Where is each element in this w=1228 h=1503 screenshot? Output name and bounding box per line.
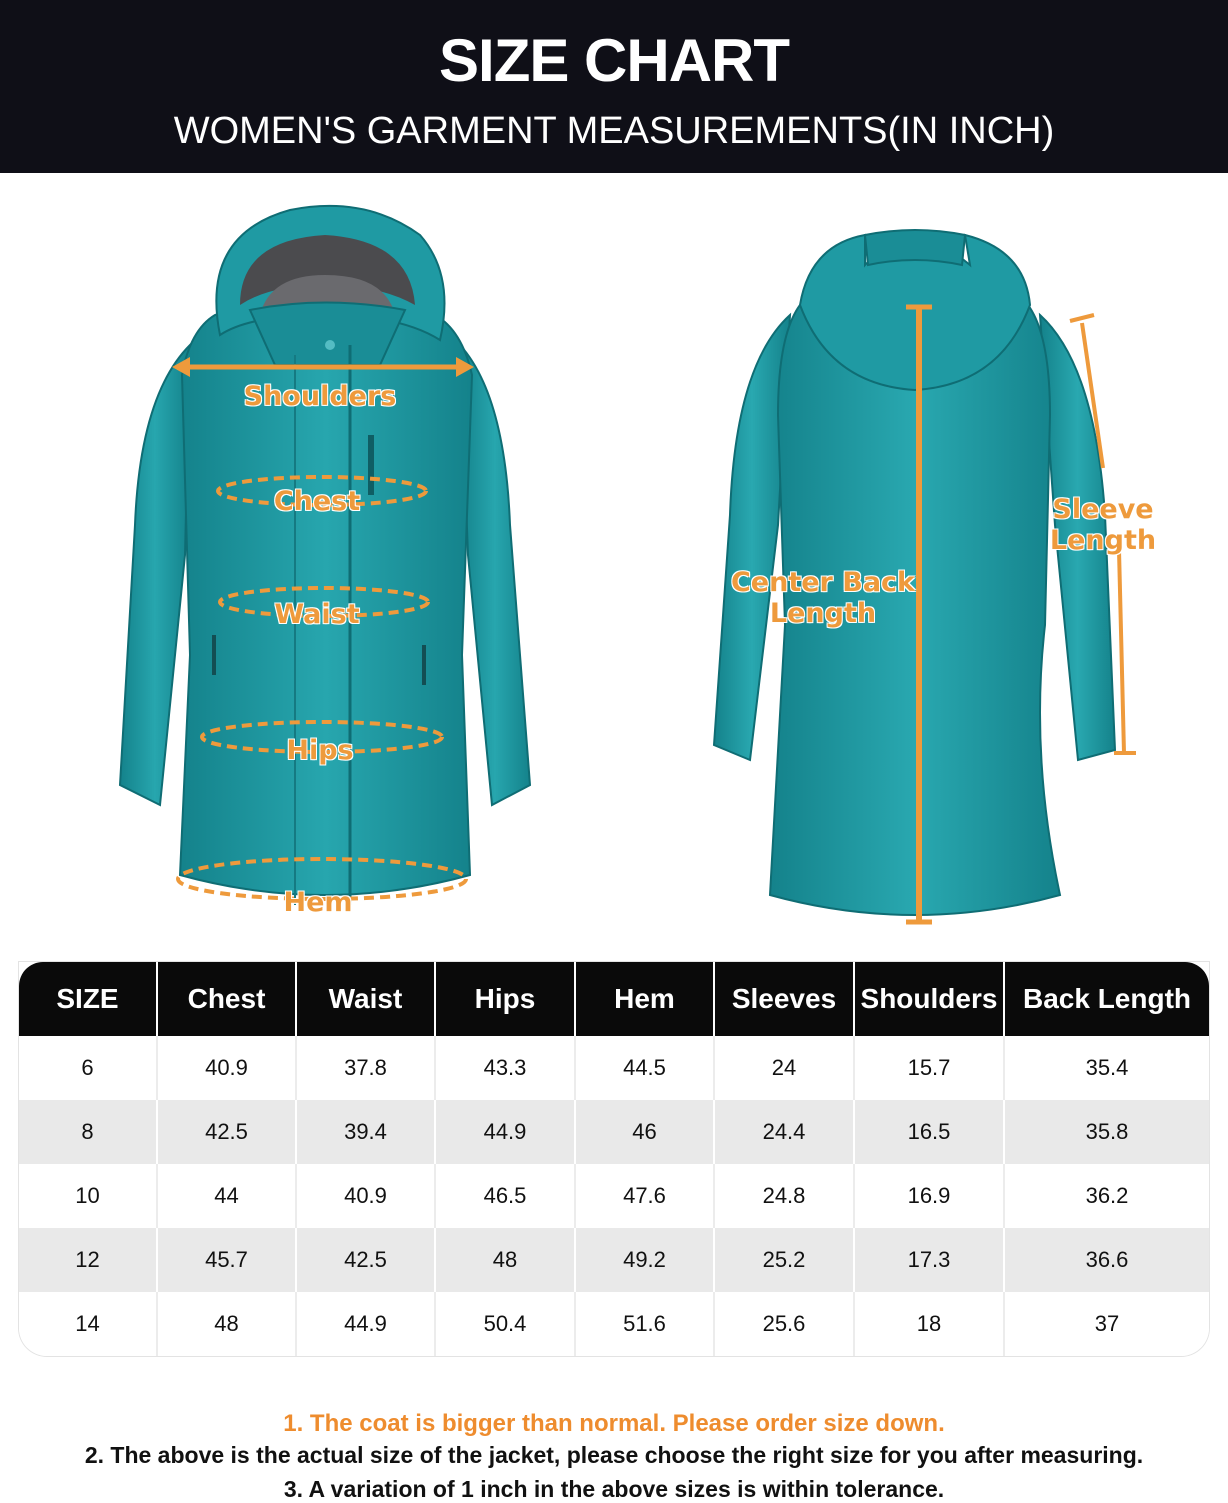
table-row bbox=[19, 1036, 1209, 1100]
cell-hem: 49.2 bbox=[575, 1228, 714, 1292]
cell-shoulders: 16.9 bbox=[854, 1164, 1004, 1228]
label-center-back-line2: Length bbox=[769, 598, 877, 629]
cell-shoulders: 17.3 bbox=[854, 1228, 1004, 1292]
cell-chest: 45.7 bbox=[157, 1228, 296, 1292]
label-sleeve-length bbox=[1048, 494, 1158, 556]
cell-back-length: 35.4 bbox=[1004, 1036, 1209, 1100]
page-subtitle: WOMEN'S GARMENT MEASUREMENTS(IN INCH) bbox=[173, 110, 1055, 152]
jacket-front-illustration bbox=[100, 195, 550, 935]
note-tolerance: 3. A variation of 1 inch in the above sizes is within tolerance. bbox=[283, 1476, 945, 1502]
size-table bbox=[19, 962, 1209, 1356]
cell-hem: 51.6 bbox=[575, 1292, 714, 1356]
cell-shoulders: 16.5 bbox=[854, 1100, 1004, 1164]
cell-shoulders: 18 bbox=[854, 1292, 1004, 1356]
jacket-back-drawing bbox=[700, 195, 1160, 935]
cell-waist: 42.5 bbox=[296, 1228, 435, 1292]
label-sleeve-line2: Length bbox=[1049, 525, 1157, 556]
cell-hips: 50.4 bbox=[435, 1292, 575, 1356]
header-shoulders: Shoulders bbox=[854, 962, 1004, 1036]
header-hips: Hips bbox=[435, 962, 575, 1036]
cell-hips: 48 bbox=[435, 1228, 575, 1292]
cell-sleeves: 24.8 bbox=[714, 1164, 854, 1228]
label-waist: Waist bbox=[274, 599, 360, 630]
header-size: SIZE bbox=[19, 962, 157, 1036]
cell-size: 12 bbox=[19, 1228, 157, 1292]
header-chest: Chest bbox=[157, 962, 296, 1036]
label-center-back-line1: Center Back bbox=[730, 567, 916, 598]
cell-waist: 37.8 bbox=[296, 1036, 435, 1100]
cell-chest: 40.9 bbox=[157, 1036, 296, 1100]
jacket-front-drawing bbox=[100, 195, 550, 935]
label-sleeve-line1: Sleeve bbox=[1052, 494, 1154, 525]
cell-size: 8 bbox=[19, 1100, 157, 1164]
cell-chest: 48 bbox=[157, 1292, 296, 1356]
note-size-down: 1. The coat is bigger than normal. Please order size down. bbox=[283, 1410, 945, 1437]
cell-hem: 46 bbox=[575, 1100, 714, 1164]
cell-sleeves: 24 bbox=[714, 1036, 854, 1100]
cell-back-length: 37 bbox=[1004, 1292, 1209, 1356]
label-chest: Chest bbox=[273, 486, 361, 517]
table-row bbox=[19, 1100, 1209, 1164]
cell-size: 6 bbox=[19, 1036, 157, 1100]
label-hem: Hem bbox=[283, 887, 353, 918]
cell-size: 14 bbox=[19, 1292, 157, 1356]
cell-hips: 46.5 bbox=[435, 1164, 575, 1228]
cell-sleeves: 24.4 bbox=[714, 1100, 854, 1164]
cell-waist: 40.9 bbox=[296, 1164, 435, 1228]
cell-chest: 42.5 bbox=[157, 1100, 296, 1164]
cell-hips: 43.3 bbox=[435, 1036, 575, 1100]
header-waist: Waist bbox=[296, 962, 435, 1036]
label-shoulders: Shoulders bbox=[243, 381, 397, 412]
header-sleeves: Sleeves bbox=[714, 962, 854, 1036]
cell-back-length: 36.6 bbox=[1004, 1228, 1209, 1292]
cell-sleeves: 25.2 bbox=[714, 1228, 854, 1292]
note-actual-size: 2. The above is the actual size of the jacket, please choose the right size for you after measuring. bbox=[84, 1442, 1144, 1468]
header-back-length: Back Length bbox=[1004, 962, 1209, 1036]
cell-hem: 44.5 bbox=[575, 1036, 714, 1100]
table-row bbox=[19, 1228, 1209, 1292]
cell-sleeves: 25.6 bbox=[714, 1292, 854, 1356]
jacket-back-illustration bbox=[700, 195, 1160, 935]
table-row bbox=[19, 1292, 1209, 1356]
cell-back-length: 36.2 bbox=[1004, 1164, 1209, 1228]
page-title: SIZE CHART bbox=[439, 27, 789, 94]
cell-shoulders: 15.7 bbox=[854, 1036, 1004, 1100]
table-header-row bbox=[19, 962, 1209, 1036]
cell-waist: 39.4 bbox=[296, 1100, 435, 1164]
label-hips: Hips bbox=[286, 735, 354, 766]
header-banner bbox=[0, 0, 1228, 173]
cell-back-length: 35.8 bbox=[1004, 1100, 1209, 1164]
cell-waist: 44.9 bbox=[296, 1292, 435, 1356]
table-row bbox=[19, 1164, 1209, 1228]
cell-hips: 44.9 bbox=[435, 1100, 575, 1164]
cell-hem: 47.6 bbox=[575, 1164, 714, 1228]
cell-size: 10 bbox=[19, 1164, 157, 1228]
label-center-back-length bbox=[728, 567, 918, 629]
cell-chest: 44 bbox=[157, 1164, 296, 1228]
header-hem: Hem bbox=[575, 962, 714, 1036]
